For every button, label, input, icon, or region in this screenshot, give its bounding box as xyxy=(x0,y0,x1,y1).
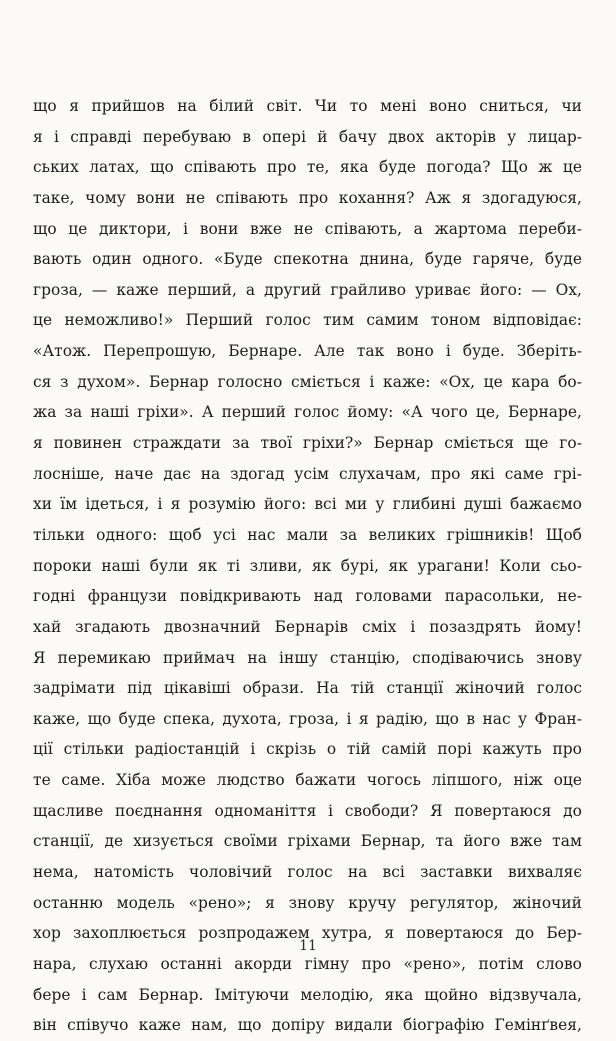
text-line: каже, що буде спека, духота, гроза, і я радію, що в нас у Фран- xyxy=(33,709,582,728)
text-line: що це диктори, і вони вже не співають, а жартома переби- xyxy=(33,219,582,238)
text-line: ських латах, що співають про те, яка буде погода? Що ж це xyxy=(33,158,582,177)
text-line: хи їм ідеться, і я розумію його: всі ми у глибині душі бажаємо xyxy=(33,495,582,514)
text-line: Я перемикаю приймач на іншу станцію, сподіваючись знову xyxy=(33,648,582,667)
text-line: пороки наші були як ті зливи, як бурі, як урагани! Коли сьо- xyxy=(33,556,582,575)
body-text xyxy=(33,91,582,1041)
text-line: нара, слухаю останні акорди гімну про «рено», потім слово xyxy=(33,954,582,973)
text-line: це неможливо!» Перший голос тим самим тоном відповідає: xyxy=(33,311,582,330)
text-line: бере і сам Бернар. Імітуючи мелодію, яка щойно відзвучала, xyxy=(33,985,582,1004)
text-line: тільки одного: щоб усі нас мали за великих грішників! Щоб xyxy=(33,525,582,544)
text-line: що я прийшов на білий світ. Чи то мені воно сниться, чи xyxy=(33,97,582,115)
page-number: 11 xyxy=(299,938,317,954)
text-line: я повинен страждати за твої гріхи?» Бернар сміється ще го- xyxy=(33,434,582,453)
text-line: лосніше, наче дає на здогад усім слухачам, про які саме грі- xyxy=(33,464,582,483)
text-line: вають один одного. «Буде спекотна днина, буде гаряче, буде xyxy=(33,250,582,269)
text-line: щасливе поєднання одноманіття і свободи? Я повертаюся до xyxy=(33,801,582,820)
text-line: станції, де хизується своїми гріхами Бернар, та його вже там xyxy=(33,832,582,851)
text-line: таке, чому вони не співають про кохання? Аж я здогадуюся, xyxy=(33,188,582,207)
text-line: останню модель «рено»; я знову кручу регулятор, жіночий xyxy=(33,893,582,912)
text-line: годні французи повідкривають над головами парасольки, не- xyxy=(33,587,582,606)
text-line: ції стільки радіостанцій і скрізь о тій самій порі кажуть про xyxy=(33,740,582,759)
text-line: я і справді перебуваю в опері й бачу двох акторів у лицар- xyxy=(33,127,582,146)
text-line: задрімати під цікавіші образи. На тій станції жіночий голос xyxy=(33,679,582,698)
text-line: «Атож. Перепрошую, Бернаре. Але так воно і буде. Зберіть- xyxy=(33,342,582,361)
text-line: він співучо каже нам, що допіру видали біографію Гемінґвея, xyxy=(33,1016,582,1035)
text-line: хор захоплюється розпродажем хутра, я повертаюся до Бер- xyxy=(33,924,582,943)
text-line: те саме. Хіба може людство бажати чогось ліпшого, ніж оце xyxy=(33,771,582,790)
text-line: ся з духом». Бернар голосно сміється і каже: «Ох, це кара бо- xyxy=(33,372,582,391)
text-line: гроза, — каже перший, а другий грайливо уриває його: — Ох, xyxy=(33,280,582,299)
text-line: нема, натомість чоловічий голос на всі заставки вихваляє xyxy=(33,863,582,882)
text-line: жа за наші гріхи». А перший голос йому: «А чого це, Бернаре, xyxy=(33,403,582,422)
text-line: хай згадають двозначний Бернарів сміх і позаздрять йому! xyxy=(33,617,582,636)
